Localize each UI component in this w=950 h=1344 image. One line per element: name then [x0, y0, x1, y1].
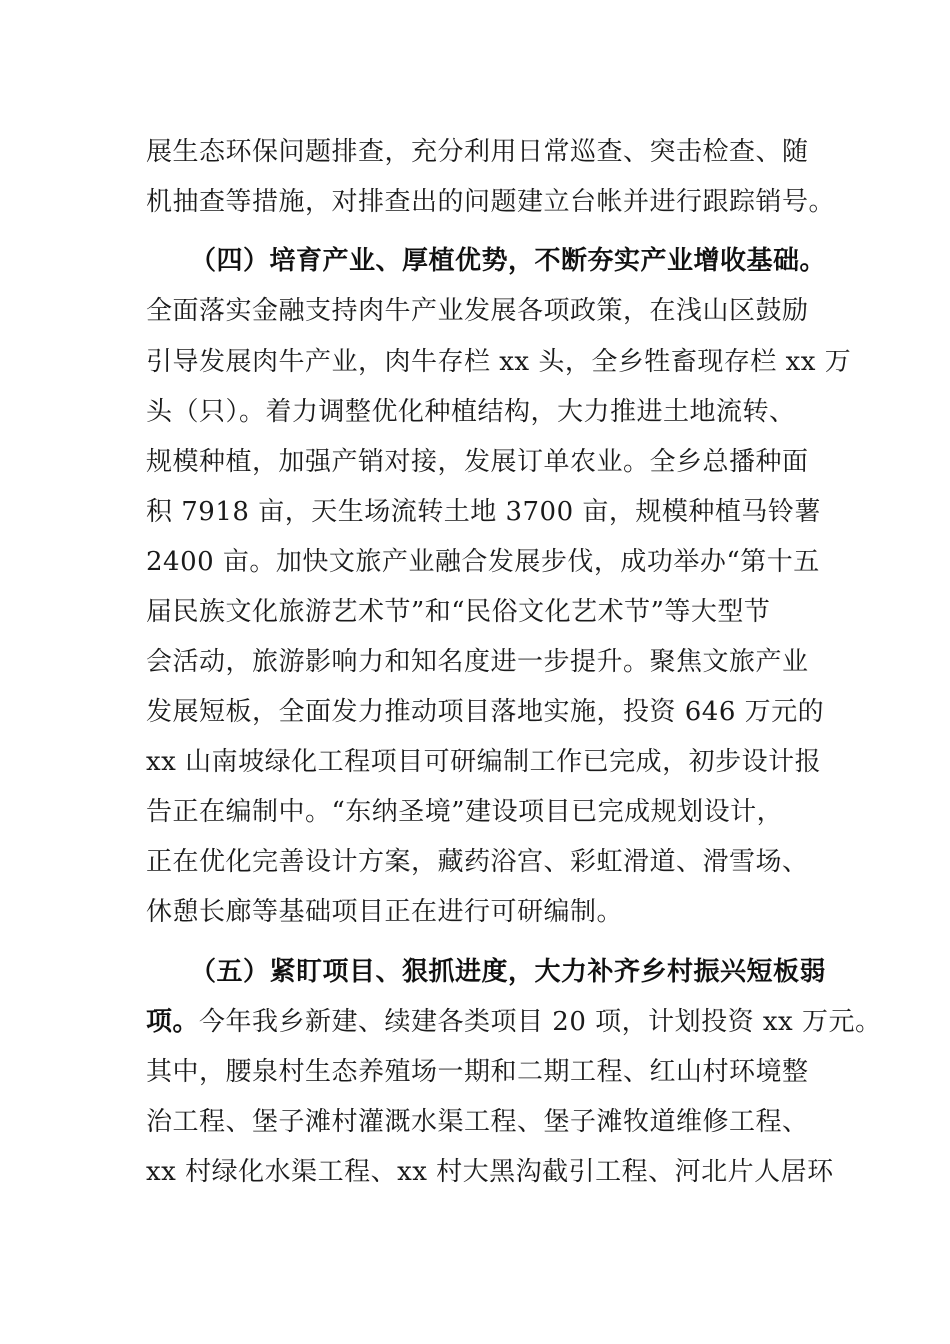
paragraph-line: 其中，腰泉村生态养殖场一期和二期工程、红山村环境整	[146, 1057, 809, 1087]
section-heading: （四）培育产业、厚植优势，不断夯实产业增收基础。	[190, 246, 827, 276]
paragraph-line: 规模种植，加强产销对接，发展订单农业。全乡总播种面	[146, 447, 809, 477]
paragraph-line: 休憩长廊等基础项目正在进行可研编制。	[146, 897, 624, 927]
section-heading-end: 项。	[146, 1007, 200, 1037]
paragraph-line: 告正在编制中。“东纳圣境”建设项目已完成规划设计，	[146, 797, 784, 827]
paragraph-line: 全面落实金融支持肉牛产业发展各项政策，在浅山区鼓励	[146, 296, 809, 326]
section-heading: （五）紧盯项目、狠抓进度，大力补齐乡村振兴短板弱	[190, 957, 827, 987]
paragraph-line: 治工程、堡子滩村灌溉水渠工程、堡子滩牧道维修工程、	[146, 1107, 809, 1137]
paragraph-line: 展生态环保问题排查，充分利用日常巡查、突击检查、随	[146, 137, 809, 167]
paragraph-line: 届民族文化旅游艺术节”和“民俗文化艺术节”等大型节	[146, 597, 771, 627]
paragraph-line: 发展短板，全面发力推动项目落地实施，投资 646 万元的	[146, 697, 825, 727]
paragraph-line: xx 山南坡绿化工程项目可研编制工作已完成，初步设计报	[146, 747, 822, 777]
paragraph-line	[146, 1005, 882, 1039]
paragraph-line: 积 7918 亩，天生场流转土地 3700 亩，规模种植马铃薯	[146, 497, 821, 527]
paragraph-line: 会活动，旅游影响力和知名度进一步提升。聚焦文旅产业	[146, 647, 809, 677]
paragraph-line: 头（只）。着力调整优化种植结构，大力推进土地流转、	[146, 397, 796, 427]
paragraph-line: 2400 亩。加快文旅产业融合发展步伐，成功举办“第十五	[146, 547, 820, 577]
paragraph-line: 正在优化完善设计方案，藏药浴宫、彩虹滑道、滑雪场、	[146, 847, 809, 877]
paragraph-text: 今年我乡新建、续建各类项目 20 项，计划投资 xx 万元。	[199, 1007, 882, 1037]
paragraph-line: 机抽查等措施，对排查出的问题建立台帐并进行跟踪销号。	[146, 187, 836, 217]
paragraph-line: xx 村绿化水渠工程、xx 村大黑沟截引工程、河北片人居环	[146, 1157, 834, 1187]
paragraph-line: 引导发展肉牛产业，肉牛存栏 xx 头，全乡牲畜现存栏 xx 万	[146, 347, 852, 377]
